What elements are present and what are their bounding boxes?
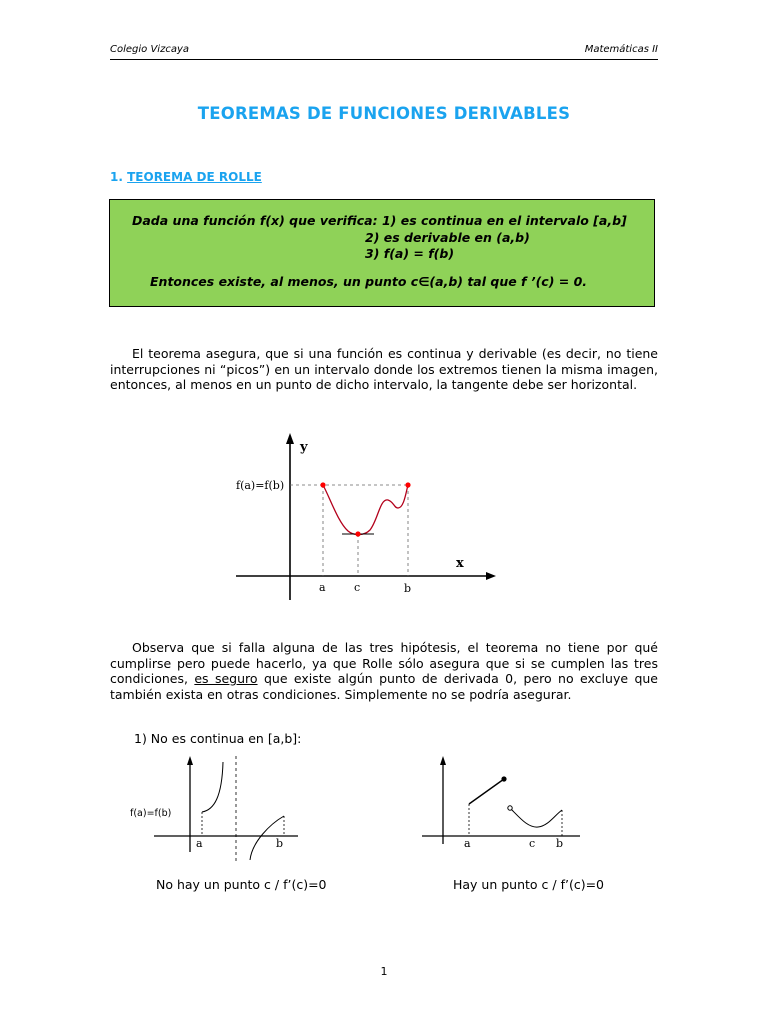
point-fb [405,482,410,487]
paragraph-2-part1: Observa que si falla alguna de las tres hipótesis, el teorema no tiene por qué cumplirse pero puede hacerlo, ya que Rolle sólo asegura que si se cumplen las tres condiciones, [110,640,658,686]
section-number: 1. [110,170,123,184]
left-branch [202,762,223,812]
rolle-graph [230,430,500,605]
a-label-3: a [464,837,471,850]
section-title: TEOREMA DE ROLLE [127,170,262,184]
open-endpoint [508,806,512,810]
y-axis-arrow-2 [187,756,193,765]
theorem-line-2: 2) es derivable en (a,b) [365,230,530,245]
a-label: a [319,581,326,594]
b-label-3: b [556,837,564,850]
x-label: x [456,556,464,571]
paragraph-2-underlined: es seguro [194,671,258,686]
jump-graph [412,752,582,867]
header-subject: Matemáticas II [584,44,658,55]
fa-label-2: f(a)=f(b) [130,808,172,819]
c-label: c [354,581,361,594]
y-axis-arrow-3 [440,756,446,765]
theorem-conclusion: Entonces existe, al menos, un punto c∈(a,b) tal que f ’(c) = 0. [150,274,588,289]
caption-right: Hay un punto c / f’(c)=0 [453,877,605,892]
y-label: y [300,440,308,455]
b-label-2: b [276,837,284,850]
theorem-line-3: 3) f(a) = f(b) [365,246,455,261]
list-item-not-continuous: 1) No es continua en [a,b]: [134,731,302,746]
caption-left: No hay un punto c / f’(c)=0 [156,877,327,892]
section-heading [110,170,262,184]
point-fa [320,482,325,487]
discontinuous-graph [130,752,300,867]
theorem-box [109,199,655,307]
a-label-2: a [196,837,203,850]
page-number: 1 [380,965,388,978]
fa-label: f(a)=f(b) [236,479,285,492]
paragraph-2-part2: que existe algún punto de derivada 0, pero no excluye que también exista en otras condiciones. Simplemente no se podría asegurar. [110,671,658,702]
paragraph-1-text: El teorema asegura, que si una función es continua y derivable (es decir, no tiene interrupciones ni “picos”) en un intervalo donde los extremos tienen la misma imagen, entonces, al menos en un punto de dicho intervalo, la tangente debe ser horizontal. [110,346,658,392]
page-title: TEOREMAS DE FUNCIONES DERIVABLES [197,104,571,123]
linear-segment [469,779,504,804]
theorem-line-1: Dada una función f(x) que verifica: 1) es continua en el intervalo [a,b] [132,213,627,228]
function-curve [323,485,408,535]
paragraph-explanation [110,346,658,393]
paragraph-observation [110,640,658,702]
header-school: Colegio Vizcaya [110,44,189,55]
point-c [355,531,360,536]
b-label: b [404,582,412,595]
curve-segment [510,808,562,827]
closed-endpoint [501,776,506,781]
c-label-3: c [529,837,536,850]
header-rule [110,59,658,60]
x-axis-arrow [486,572,496,580]
y-axis-arrow [286,433,294,444]
